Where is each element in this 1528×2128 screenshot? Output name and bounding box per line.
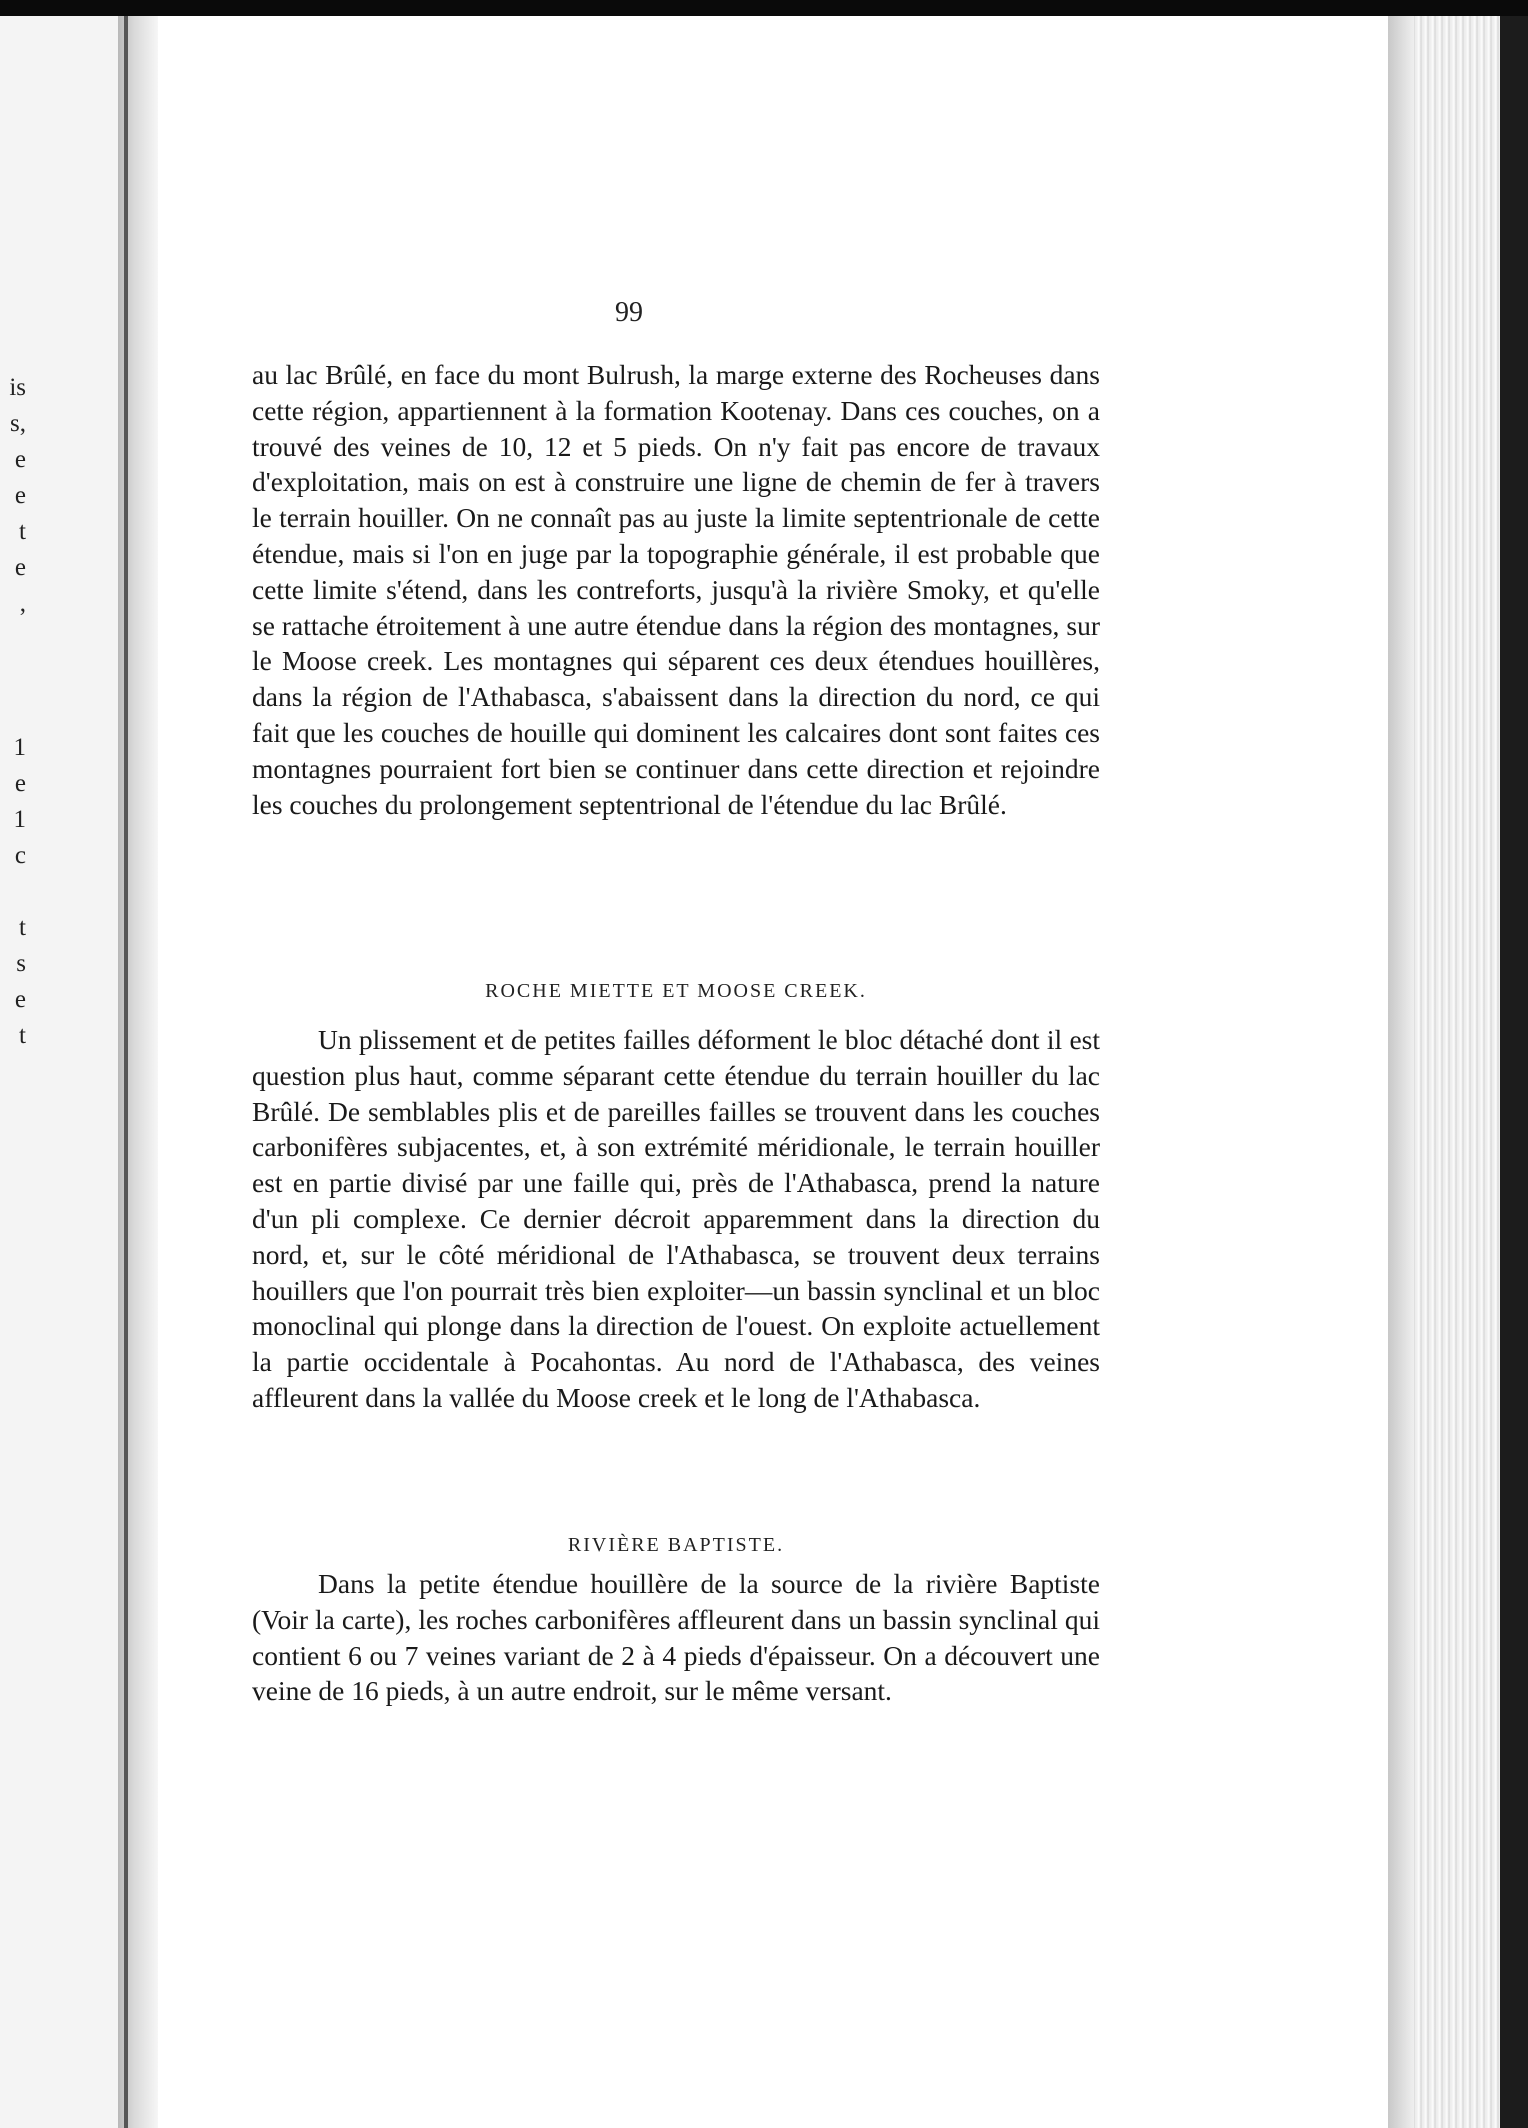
- fragment: [0, 658, 26, 694]
- fragment: e: [14, 554, 26, 581]
- body-paragraph-2: Un plissement et de petites failles déforment le bloc détaché dont il est question plus haut, comme séparant cette étendue du terrain houiller du lac Brûlé. De semblables plis et de pareilles failles se trouvent dans les couches carbonifères subjacentes, et, à son extrémité méridionale, le terrain houiller est en partie divisé par une faille qui, près de l'Athabasca, prend la nature d'un pli complexe. Ce dernier décroit apparemment dans la direction du nord, et, sur le côté méridional de l'Athabasca, se trouvent deux terrains houillers que l'on pourrait très bien exploiter—un bassin synclinal et un bloc monoclinal qui plonge dans la direction de l'ouest. On exploite actuellement la partie occidentale à Pocahontas. Au nord de l'Athabasca, des veines affleurent dans la vallée du Moose creek et le long de l'Athabasca.: [252, 1024, 1100, 1413]
- section-heading-roche-miette: ROCHE MIETTE ET MOOSE CREEK.: [485, 980, 867, 1002]
- body-paragraph-1: au lac Brûlé, en face du mont Bulrush, la marge externe des Rocheuses dans cette région, appartiennent à la formation Kootenay. Dans ces couches, on a trouvé des veines de 10, 12 et 5 pieds. On n'y fait pas encore de travaux d'exploitation, mais on est à construire une ligne de chemin de fer à travers le terrain houiller. On ne connaît pas au juste la limite septentrionale de cette étendue, mais si l'on en juge par la topographie générale, il est probable que cette limite s'étend, dans les contreforts, jusqu'à la rivière Smoky, et qu'elle se rattache étroitement à une autre étendue dans la région des montagnes, sur le Moose creek. Les montagnes qui séparent ces deux étendues houillères, dans la région de l'Athabasca, s'abaissent dans la direction du nord, ce qui fait que les couches de houille qui dominent les calcaires dont sont faites ces montagnes pourraient fort bien se continuer dans cette direction et rejoindre les couches du prolongement septentrional de l'étendue du lac Brûlé.: [252, 359, 1100, 820]
- fragment: 1: [13, 734, 26, 761]
- fragment: t: [19, 1022, 26, 1049]
- scan-top-border: [0, 0, 1528, 16]
- body-paragraph-3: Dans la petite étendue houillère de la source de la rivière Baptiste (Voir la carte), les roches carbonifères affleurent dans un bassin synclinal qui contient 6 ou 7 veines variant de 2 à 4 pieds d'épaisseur. On a découvert une veine de 16 pieds, à un autre endroit, sur le même versant.: [252, 1568, 1100, 1707]
- fragment: is: [9, 374, 26, 401]
- fragment: e: [14, 770, 26, 797]
- fragment: s: [16, 950, 26, 977]
- fragment: s,: [10, 410, 26, 437]
- scan-right-border: [1500, 16, 1528, 2128]
- fragment: ,: [19, 590, 26, 617]
- fragment: e: [14, 446, 26, 473]
- fragment: [0, 874, 26, 910]
- page-number: 99: [615, 297, 643, 328]
- facing-page-text-fragments: [0, 370, 26, 1054]
- fragment: e: [14, 482, 26, 509]
- fragment: e: [14, 986, 26, 1013]
- fragment: 1: [13, 806, 26, 833]
- fragment: t: [19, 914, 26, 941]
- fragment: [0, 694, 26, 730]
- fragment: [0, 622, 26, 658]
- fragment: c: [14, 842, 26, 869]
- gutter-edge-line: [124, 16, 128, 2128]
- facing-page-edge: [0, 16, 130, 2128]
- fragment: t: [19, 518, 26, 545]
- section-heading-riviere-baptiste: RIVIÈRE BAPTISTE.: [567, 1534, 785, 1556]
